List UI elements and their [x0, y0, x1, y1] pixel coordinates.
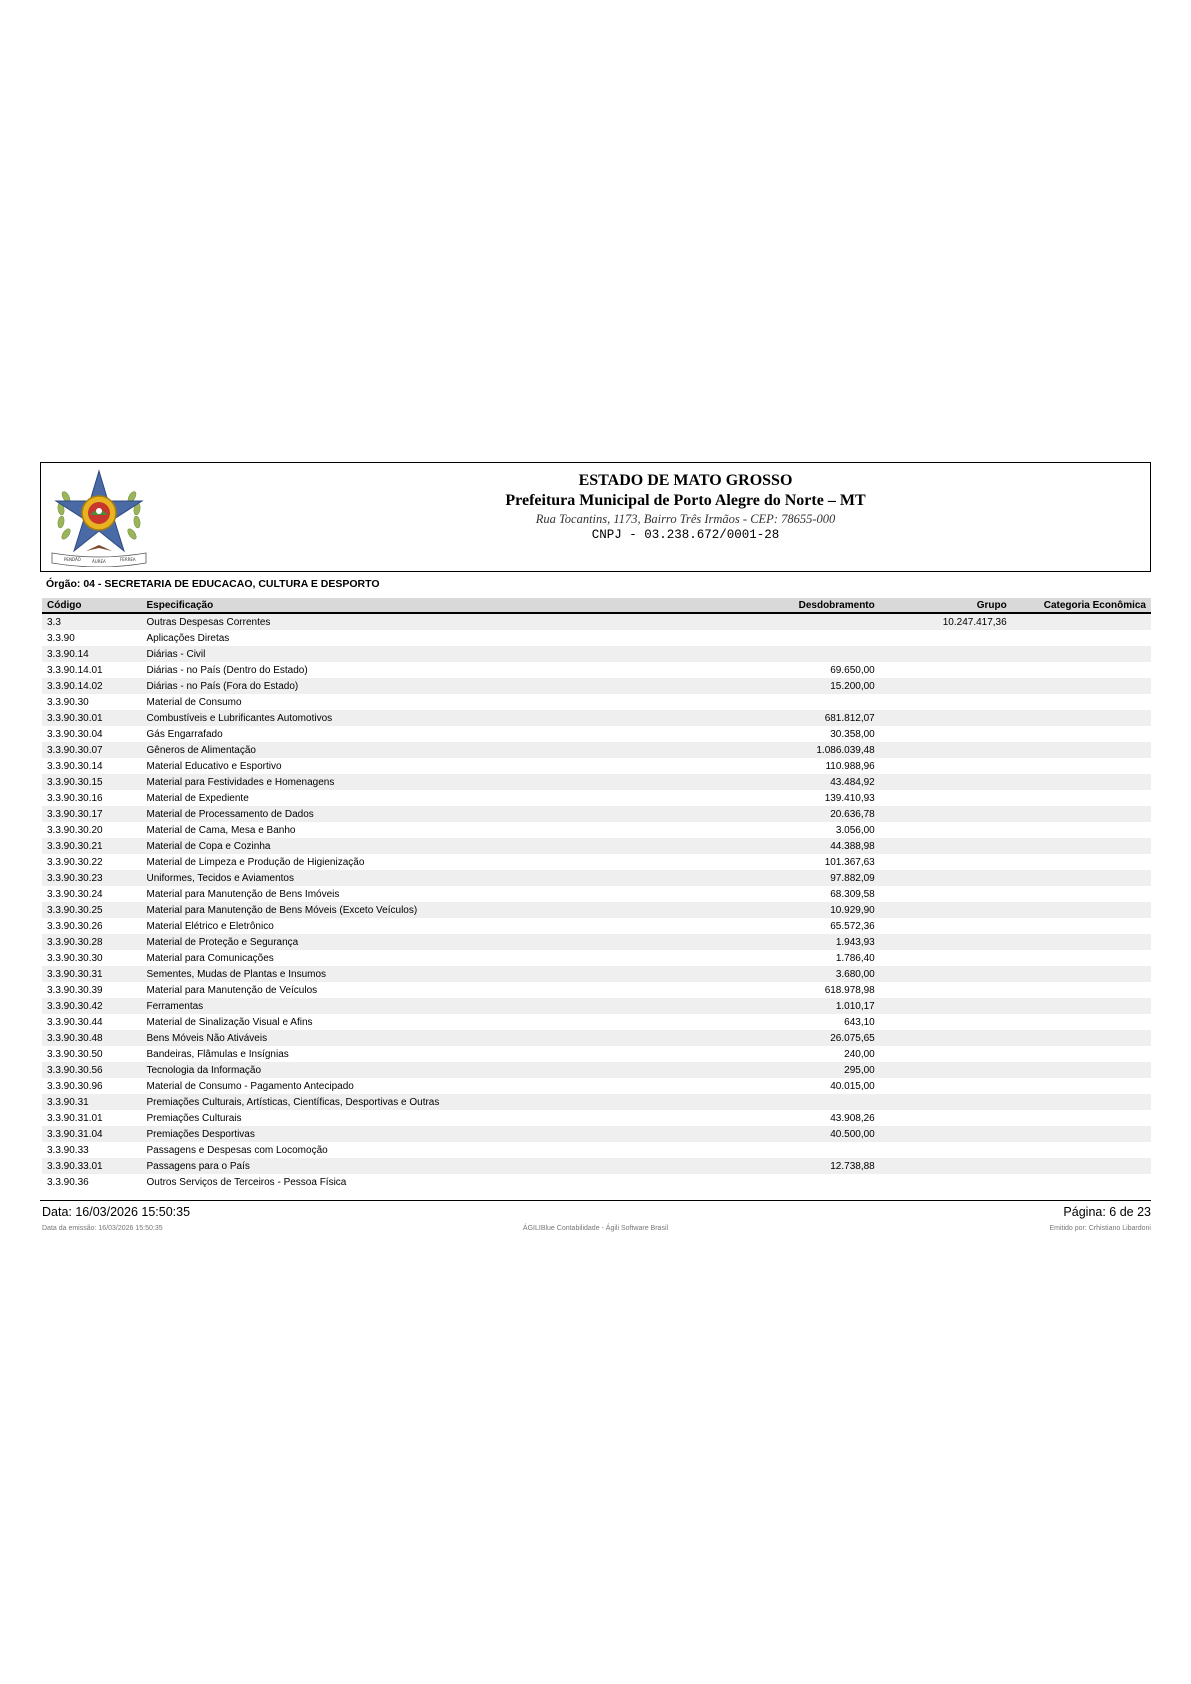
cell-desdobramento: 3.056,00	[702, 822, 880, 838]
cell-desdobramento: 139.410,93	[702, 790, 880, 806]
cell-especificacao: Sementes, Mudas de Plantas e Insumos	[141, 966, 701, 982]
cell-grupo	[880, 1078, 1012, 1094]
cell-especificacao: Material Educativo e Esportivo	[141, 758, 701, 774]
cell-grupo	[880, 998, 1012, 1014]
cell-categoria	[1012, 1174, 1151, 1190]
table-row	[42, 790, 1151, 806]
cell-codigo: 3.3.90.30.20	[42, 822, 141, 838]
municipal-crest-icon	[46, 467, 152, 567]
cell-codigo: 3.3.90.30.17	[42, 806, 141, 822]
cell-grupo	[880, 662, 1012, 678]
cell-codigo: 3.3.90.30.28	[42, 934, 141, 950]
cell-grupo	[880, 694, 1012, 710]
cell-codigo: 3.3.90.30.15	[42, 774, 141, 790]
table-row	[42, 1062, 1151, 1078]
table-row	[42, 662, 1151, 678]
cell-categoria	[1012, 1030, 1151, 1046]
cell-codigo: 3.3.90.30.01	[42, 710, 141, 726]
table-row	[42, 1174, 1151, 1190]
cell-categoria	[1012, 1110, 1151, 1126]
svg-text:FERREA: FERREA	[120, 557, 136, 562]
cell-desdobramento: 44.388,98	[702, 838, 880, 854]
cell-desdobramento: 40.500,00	[702, 1126, 880, 1142]
cell-desdobramento	[702, 646, 880, 662]
cell-categoria	[1012, 630, 1151, 646]
cell-especificacao: Material para Festividades e Homenagens	[141, 774, 701, 790]
cell-especificacao: Gêneros de Alimentação	[141, 742, 701, 758]
cell-grupo	[880, 1046, 1012, 1062]
cell-especificacao: Tecnologia da Informação	[141, 1062, 701, 1078]
cell-grupo	[880, 886, 1012, 902]
cell-especificacao: Outras Despesas Correntes	[141, 613, 701, 630]
cell-categoria	[1012, 710, 1151, 726]
footer-software: ÁGILIBlue Contabilidade - Ágili Software Brasil	[522, 1225, 669, 1232]
cell-categoria	[1012, 1046, 1151, 1062]
cell-categoria	[1012, 1014, 1151, 1030]
cell-desdobramento: 681.812,07	[702, 710, 880, 726]
cell-codigo: 3.3.90.30.42	[42, 998, 141, 1014]
cell-codigo: 3.3.90.30.25	[42, 902, 141, 918]
table-body	[42, 613, 1151, 1190]
cell-desdobramento: 10.929,90	[702, 902, 880, 918]
cell-grupo	[880, 1174, 1012, 1190]
cell-grupo	[880, 950, 1012, 966]
cell-categoria	[1012, 790, 1151, 806]
address-line: Rua Tocantins, 1173, Bairro Três Irmãos - CEP: 78655-000	[535, 512, 836, 526]
cell-desdobramento	[702, 613, 880, 630]
cell-categoria	[1012, 613, 1151, 630]
cell-categoria	[1012, 1062, 1151, 1078]
cell-desdobramento: 43.484,92	[702, 774, 880, 790]
cell-codigo: 3.3.90.30.04	[42, 726, 141, 742]
cell-grupo	[880, 870, 1012, 886]
cell-especificacao: Premiações Culturais, Artísticas, Científicas, Desportivas e Outras	[141, 1094, 701, 1110]
cell-categoria	[1012, 966, 1151, 982]
cell-codigo: 3.3.90.30.31	[42, 966, 141, 982]
cell-codigo: 3.3.90	[42, 630, 141, 646]
cell-desdobramento: 97.882,09	[702, 870, 880, 886]
table-row	[42, 710, 1151, 726]
cell-codigo: 3.3.90.30.26	[42, 918, 141, 934]
table-row	[42, 678, 1151, 694]
table-row	[42, 774, 1151, 790]
table-row	[42, 822, 1151, 838]
cell-grupo	[880, 1094, 1012, 1110]
cell-grupo	[880, 726, 1012, 742]
table-row	[42, 646, 1151, 662]
cell-especificacao: Material de Sinalização Visual e Afins	[141, 1014, 701, 1030]
cell-grupo	[880, 1014, 1012, 1030]
cell-especificacao: Material de Processamento de Dados	[141, 806, 701, 822]
report-header	[40, 462, 1151, 572]
cell-categoria	[1012, 694, 1151, 710]
cell-desdobramento: 110.988,96	[702, 758, 880, 774]
cell-codigo: 3.3.90.14	[42, 646, 141, 662]
orgao-title: Órgão: 04 - SECRETARIA DE EDUCACAO, CULTURA E DESPORTO	[46, 578, 380, 590]
table-row	[42, 998, 1151, 1014]
table-row	[42, 982, 1151, 998]
cell-grupo	[880, 758, 1012, 774]
table-row	[42, 806, 1151, 822]
cell-codigo: 3.3.90.14.01	[42, 662, 141, 678]
expense-table	[42, 598, 1151, 1190]
column-header-desdobramento: Desdobramento	[702, 598, 880, 613]
cell-especificacao: Passagens e Despesas com Locomoção	[141, 1142, 701, 1158]
cell-especificacao: Material de Consumo	[141, 694, 701, 710]
cell-categoria	[1012, 1078, 1151, 1094]
cell-especificacao: Material de Limpeza e Produção de Higienização	[141, 854, 701, 870]
column-header-especificacao: Especificação	[141, 598, 701, 613]
header-text	[241, 471, 1130, 543]
cell-desdobramento: 1.786,40	[702, 950, 880, 966]
cell-grupo	[880, 854, 1012, 870]
table-row	[42, 742, 1151, 758]
cell-categoria	[1012, 934, 1151, 950]
cell-grupo	[880, 742, 1012, 758]
cell-especificacao: Outros Serviços de Terceiros - Pessoa Física	[141, 1174, 701, 1190]
table-row	[42, 918, 1151, 934]
cell-codigo: 3.3.90.30.24	[42, 886, 141, 902]
cell-categoria	[1012, 854, 1151, 870]
cell-categoria	[1012, 1126, 1151, 1142]
cell-codigo: 3.3.90.30.96	[42, 1078, 141, 1094]
cell-grupo: 10.247.417,36	[880, 613, 1012, 630]
cell-grupo	[880, 1126, 1012, 1142]
cell-especificacao: Material de Copa e Cozinha	[141, 838, 701, 854]
table-header-row	[42, 598, 1151, 613]
footer-date: Data: 16/03/2026 15:50:35	[42, 1205, 191, 1219]
cell-especificacao: Bens Móveis Não Ativáveis	[141, 1030, 701, 1046]
cell-codigo: 3.3.90.30.56	[42, 1062, 141, 1078]
table-row	[42, 966, 1151, 982]
cnpj-line: CNPJ - 03.238.672/0001-28	[591, 528, 780, 542]
cell-especificacao: Material de Expediente	[141, 790, 701, 806]
table-row	[42, 613, 1151, 630]
cell-codigo: 3.3.90.30.50	[42, 1046, 141, 1062]
table-row	[42, 726, 1151, 742]
cell-grupo	[880, 646, 1012, 662]
svg-text:ÁUREA: ÁUREA	[92, 559, 106, 564]
cell-especificacao: Material para Manutenção de Bens Móveis (Exceto Veículos)	[141, 902, 701, 918]
cell-desdobramento: 26.075,65	[702, 1030, 880, 1046]
table-row	[42, 1094, 1151, 1110]
cell-desdobramento	[702, 1174, 880, 1190]
cell-codigo: 3.3.90.30.22	[42, 854, 141, 870]
footer-issued-by: Emitido por: Crhistiano Libardoni	[1049, 1225, 1151, 1232]
table-row	[42, 886, 1151, 902]
cell-desdobramento	[702, 1142, 880, 1158]
cell-desdobramento: 618.978,98	[702, 982, 880, 998]
footer-emission-date: Data da emissão: 16/03/2026 15:50:35	[42, 1225, 163, 1232]
svg-text:PENDÃO: PENDÃO	[64, 557, 81, 562]
table-row	[42, 870, 1151, 886]
cell-desdobramento: 15.200,00	[702, 678, 880, 694]
cell-categoria	[1012, 806, 1151, 822]
cell-especificacao: Bandeiras, Flâmulas e Insígnias	[141, 1046, 701, 1062]
cell-categoria	[1012, 822, 1151, 838]
cell-categoria	[1012, 950, 1151, 966]
cell-grupo	[880, 630, 1012, 646]
cell-desdobramento: 643,10	[702, 1014, 880, 1030]
cell-codigo: 3.3.90.30.21	[42, 838, 141, 854]
cell-especificacao: Passagens para o País	[141, 1158, 701, 1174]
cell-categoria	[1012, 1158, 1151, 1174]
cell-desdobramento: 101.367,63	[702, 854, 880, 870]
cell-grupo	[880, 1142, 1012, 1158]
cell-codigo: 3.3.90.30	[42, 694, 141, 710]
cell-especificacao: Combustíveis e Lubrificantes Automotivos	[141, 710, 701, 726]
cell-categoria	[1012, 886, 1151, 902]
cell-codigo: 3.3.90.30.14	[42, 758, 141, 774]
cell-especificacao: Material Elétrico e Eletrônico	[141, 918, 701, 934]
cell-categoria	[1012, 742, 1151, 758]
cell-especificacao: Gás Engarrafado	[141, 726, 701, 742]
cell-desdobramento: 40.015,00	[702, 1078, 880, 1094]
cell-grupo	[880, 966, 1012, 982]
table-row	[42, 694, 1151, 710]
cell-grupo	[880, 806, 1012, 822]
cell-categoria	[1012, 838, 1151, 854]
table-row	[42, 934, 1151, 950]
state-title: ESTADO DE MATO GROSSO	[578, 472, 793, 489]
cell-grupo	[880, 1158, 1012, 1174]
cell-grupo	[880, 822, 1012, 838]
cell-codigo: 3.3.90.30.07	[42, 742, 141, 758]
cell-codigo: 3.3.90.30.23	[42, 870, 141, 886]
cell-especificacao: Uniformes, Tecidos e Aviamentos	[141, 870, 701, 886]
cell-codigo: 3.3.90.30.39	[42, 982, 141, 998]
cell-codigo: 3.3.90.30.16	[42, 790, 141, 806]
cell-desdobramento: 295,00	[702, 1062, 880, 1078]
cell-categoria	[1012, 774, 1151, 790]
cell-especificacao: Diárias - no País (Fora do Estado)	[141, 678, 701, 694]
cell-grupo	[880, 790, 1012, 806]
cell-codigo: 3.3.90.30.48	[42, 1030, 141, 1046]
cell-desdobramento: 69.650,00	[702, 662, 880, 678]
cell-grupo	[880, 838, 1012, 854]
cell-especificacao: Material para Manutenção de Veículos	[141, 982, 701, 998]
cell-codigo: 3.3.90.31	[42, 1094, 141, 1110]
cell-categoria	[1012, 1142, 1151, 1158]
table-row	[42, 1110, 1151, 1126]
table-row	[42, 854, 1151, 870]
cell-grupo	[880, 934, 1012, 950]
cell-desdobramento: 1.943,93	[702, 934, 880, 950]
cell-desdobramento	[702, 630, 880, 646]
cell-categoria	[1012, 982, 1151, 998]
table-row	[42, 838, 1151, 854]
table-row	[42, 1046, 1151, 1062]
cell-especificacao: Material de Cama, Mesa e Banho	[141, 822, 701, 838]
table-row	[42, 1014, 1151, 1030]
cell-desdobramento: 65.572,36	[702, 918, 880, 934]
cell-desdobramento: 1.010,17	[702, 998, 880, 1014]
cell-codigo: 3.3.90.30.30	[42, 950, 141, 966]
cell-desdobramento: 30.358,00	[702, 726, 880, 742]
cell-desdobramento: 3.680,00	[702, 966, 880, 982]
cell-codigo: 3.3	[42, 613, 141, 630]
cell-categoria	[1012, 998, 1151, 1014]
cell-codigo: 3.3.90.36	[42, 1174, 141, 1190]
cell-especificacao: Diárias - no País (Dentro do Estado)	[141, 662, 701, 678]
cell-grupo	[880, 982, 1012, 998]
cell-categoria	[1012, 646, 1151, 662]
column-header-grupo: Grupo	[880, 598, 1012, 613]
cell-codigo: 3.3.90.31.04	[42, 1126, 141, 1142]
cell-desdobramento: 240,00	[702, 1046, 880, 1062]
cell-codigo: 3.3.90.33	[42, 1142, 141, 1158]
cell-categoria	[1012, 870, 1151, 886]
cell-categoria	[1012, 726, 1151, 742]
table-row	[42, 1158, 1151, 1174]
column-header-codigo: Código	[42, 598, 141, 613]
cell-especificacao: Diárias - Civil	[141, 646, 701, 662]
cell-grupo	[880, 678, 1012, 694]
footer-divider	[40, 1200, 1151, 1201]
table-row	[42, 1078, 1151, 1094]
cell-especificacao: Material de Proteção e Segurança	[141, 934, 701, 950]
table-row	[42, 1030, 1151, 1046]
table-row	[42, 902, 1151, 918]
cell-especificacao: Premiações Culturais	[141, 1110, 701, 1126]
cell-especificacao: Material para Comunicações	[141, 950, 701, 966]
table-row	[42, 1126, 1151, 1142]
cell-grupo	[880, 774, 1012, 790]
cell-especificacao: Material para Manutenção de Bens Imóveis	[141, 886, 701, 902]
cell-codigo: 3.3.90.30.44	[42, 1014, 141, 1030]
cell-categoria	[1012, 678, 1151, 694]
cell-grupo	[880, 1062, 1012, 1078]
cell-desdobramento: 12.738,88	[702, 1158, 880, 1174]
cell-desdobramento	[702, 694, 880, 710]
column-header-categoria: Categoria Econômica	[1012, 598, 1151, 613]
cell-especificacao: Aplicações Diretas	[141, 630, 701, 646]
cell-grupo	[880, 1030, 1012, 1046]
prefecture-title: Prefeitura Municipal de Porto Alegre do Norte – MT	[505, 492, 866, 509]
cell-grupo	[880, 918, 1012, 934]
cell-desdobramento: 20.636,78	[702, 806, 880, 822]
footer-page-number: Página: 6 de 23	[1063, 1205, 1151, 1219]
table-row	[42, 758, 1151, 774]
cell-especificacao: Material de Consumo - Pagamento Antecipado	[141, 1078, 701, 1094]
cell-categoria	[1012, 1094, 1151, 1110]
cell-desdobramento: 1.086.039,48	[702, 742, 880, 758]
cell-categoria	[1012, 758, 1151, 774]
cell-codigo: 3.3.90.14.02	[42, 678, 141, 694]
cell-especificacao: Premiações Desportivas	[141, 1126, 701, 1142]
cell-desdobramento: 43.908,26	[702, 1110, 880, 1126]
cell-grupo	[880, 902, 1012, 918]
cell-desdobramento	[702, 1094, 880, 1110]
table-row	[42, 950, 1151, 966]
cell-codigo: 3.3.90.31.01	[42, 1110, 141, 1126]
cell-categoria	[1012, 662, 1151, 678]
cell-codigo: 3.3.90.33.01	[42, 1158, 141, 1174]
cell-categoria	[1012, 902, 1151, 918]
cell-especificacao: Ferramentas	[141, 998, 701, 1014]
cell-grupo	[880, 710, 1012, 726]
table-row	[42, 1142, 1151, 1158]
cell-grupo	[880, 1110, 1012, 1126]
cell-desdobramento: 68.309,58	[702, 886, 880, 902]
table-row	[42, 630, 1151, 646]
cell-categoria	[1012, 918, 1151, 934]
